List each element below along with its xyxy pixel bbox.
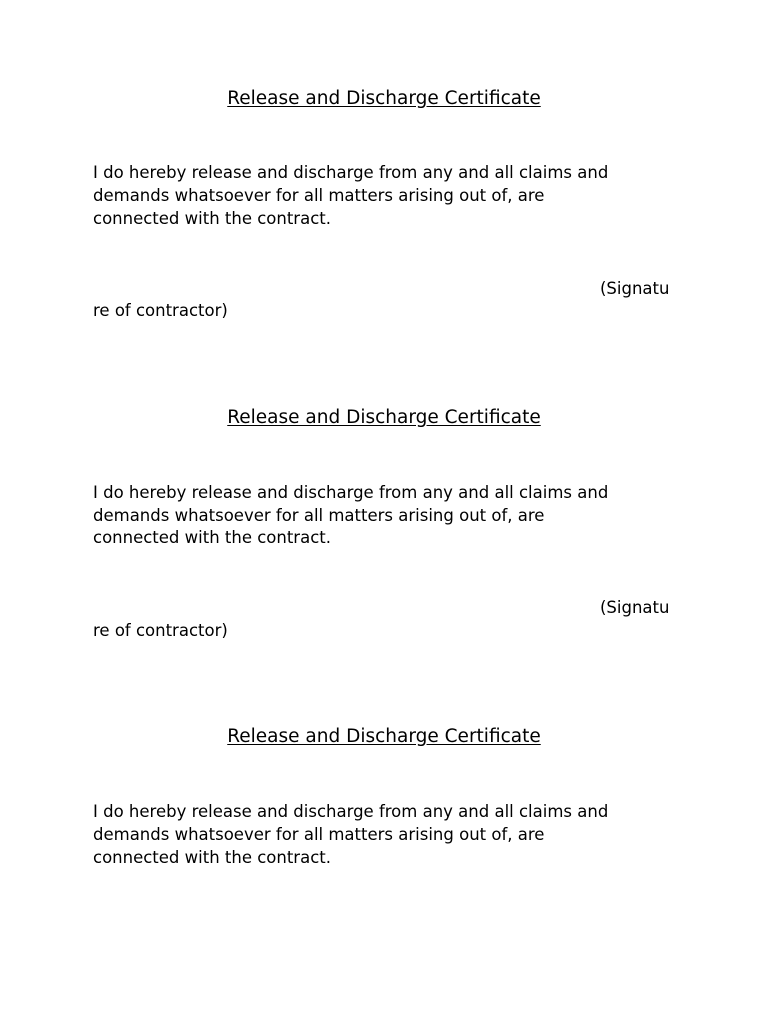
signature-label-start: (Signatu	[600, 598, 670, 617]
certificate-body-line: demands whatsoever for all matters arising out of, are	[93, 506, 545, 525]
certificate-body-line: connected with the contract.	[93, 209, 331, 228]
signature-label-start: (Signatu	[600, 279, 670, 298]
certificate-body-line: connected with the contract.	[93, 848, 331, 867]
certificate-body-line: I do hereby release and discharge from any and all claims and	[93, 163, 609, 182]
certificate-body-line: I do hereby release and discharge from any and all claims and	[93, 802, 609, 821]
certificate-body-line: I do hereby release and discharge from any and all claims and	[93, 483, 609, 502]
certificate-title: Release and Discharge Certificate	[227, 88, 541, 109]
signature-label-end: re of contractor)	[93, 621, 228, 640]
certificate-body-line: demands whatsoever for all matters arising out of, are	[93, 825, 545, 844]
certificate-body-line: connected with the contract.	[93, 528, 331, 547]
certificate-body-line: demands whatsoever for all matters arising out of, are	[93, 186, 545, 205]
certificate-title: Release and Discharge Certificate	[227, 407, 541, 428]
certificate-title: Release and Discharge Certificate	[227, 726, 541, 747]
signature-label-end: re of contractor)	[93, 301, 228, 320]
